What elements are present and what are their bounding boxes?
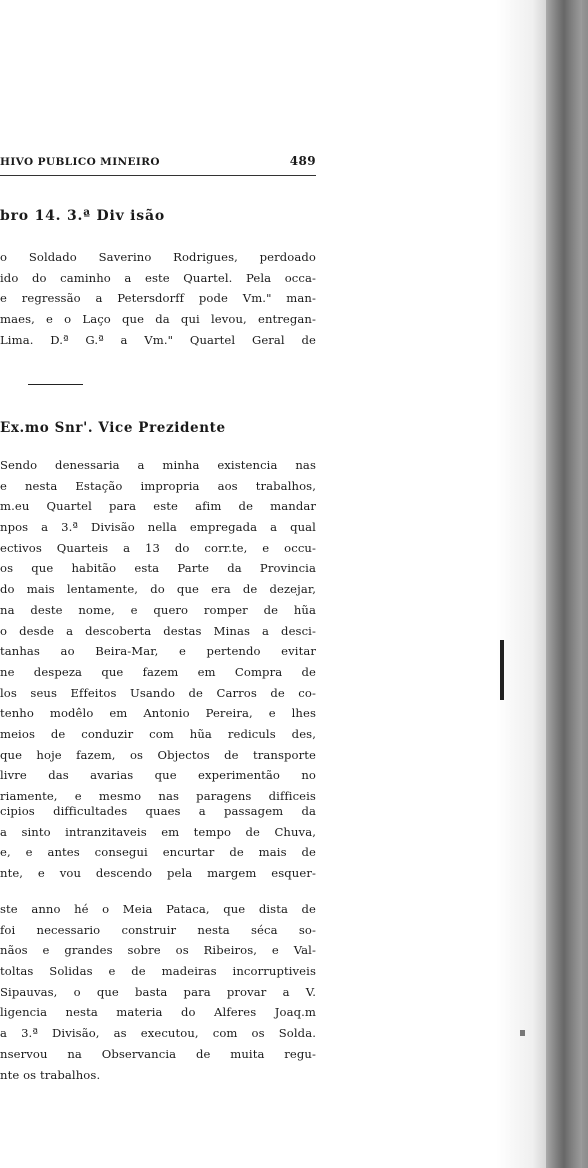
text-line: livre das avarias que experimentão no <box>0 768 316 783</box>
text-line: nte, e vou descendo pela margem esquer- <box>0 866 316 881</box>
section-heading-date: bro 14. 3.ª Div isão <box>0 208 165 224</box>
letter-2-paragraph-3 <box>0 899 316 1085</box>
letter-2-paragraph-2 <box>0 801 316 884</box>
text-line: toltas Solidas e de madeiras incorruptiveis <box>0 964 316 979</box>
text-line: cipios difficultades quaes a passagem da <box>0 804 316 818</box>
letter-2-paragraph-1 <box>0 455 316 807</box>
text-line: los seus Effeitos Usando de Carros de co- <box>0 685 316 700</box>
scan-artifact-mark <box>500 640 504 700</box>
text-line: ligencia nesta materia do Alferes Joaq.m <box>0 1005 316 1020</box>
text-line: o desde a descoberta destas Minas a desci- <box>0 623 316 638</box>
text-line: npos a 3.ª Divisão nella empregada a qual <box>0 520 316 535</box>
text-line: os que habitão esta Parte da Provincia <box>0 561 316 576</box>
text-line: ste anno hé o Meia Pataca, que dista de <box>0 902 316 916</box>
text-line: Sipauvas, o que basta para provar a V. <box>0 984 316 999</box>
text-line: e nesta Estação impropria aos trabalhos, <box>0 478 316 493</box>
text-line: ectivos Quarteis a 13 do corr.te, e occu- <box>0 540 316 555</box>
text-line: e, e antes consegui encurtar de mais de <box>0 845 316 860</box>
text-line: nservou na Observancia de muita regu- <box>0 1046 316 1061</box>
text-line: meios de conduzir com hũa rediculs des, <box>0 726 316 741</box>
text-line: nãos e grandes sobre os Ribeiros, e Val- <box>0 943 316 958</box>
running-title: HIVO PUBLICO MINEIRO <box>0 156 160 168</box>
letter-1-body <box>0 247 316 350</box>
text-line: m.eu Quartel para este afim de mandar <box>0 499 316 514</box>
text-line: Lima. D.ª G.ª a Vm." Quartel Geral de <box>0 332 316 347</box>
header-rule <box>0 175 316 176</box>
page-header <box>0 154 318 174</box>
section-heading-salutation: Ex.mo Snr'. Vice Prezidente <box>0 420 226 436</box>
text-line: riamente, e mesmo nas paragens difficeis <box>0 789 316 803</box>
text-line: foi necessario construir nesta séca so- <box>0 922 316 937</box>
text-line: o Soldado Saverino Rodrigues, perdoado <box>0 250 316 264</box>
text-line: na deste nome, e quero romper de hũa <box>0 602 316 617</box>
section-divider <box>28 384 83 385</box>
text-line: ne despeza que fazem em Compra de <box>0 664 316 679</box>
text-line: tenho modêlo em Antonio Pereira, e lhes <box>0 706 316 721</box>
text-line: do mais lentamente, do que era de dezejar, <box>0 582 316 597</box>
text-line: a 3.ª Divisão, as executou, com os Solda. <box>0 1026 316 1041</box>
text-line: maes, e o Laço que da qui levou, entregan- <box>0 312 316 327</box>
text-line: a sinto intranzitaveis em tempo de Chuva, <box>0 824 316 839</box>
text-line: tanhas ao Beira-Mar, e pertendo evitar <box>0 644 316 659</box>
page-number: 489 <box>289 154 316 168</box>
text-line: nte os trabalhos. <box>0 1067 101 1082</box>
scan-artifact-dot <box>520 1030 525 1036</box>
book-spine-band <box>546 0 582 1168</box>
text-line: que hoje fazem, os Objectos de transporte <box>0 747 316 762</box>
text-line: e regressão a Petersdorff pode Vm." man- <box>0 291 316 306</box>
text-line: Sendo denessaria a minha existencia nas <box>0 458 316 472</box>
text-line: ido do caminho a este Quartel. Pela occa- <box>0 270 316 285</box>
